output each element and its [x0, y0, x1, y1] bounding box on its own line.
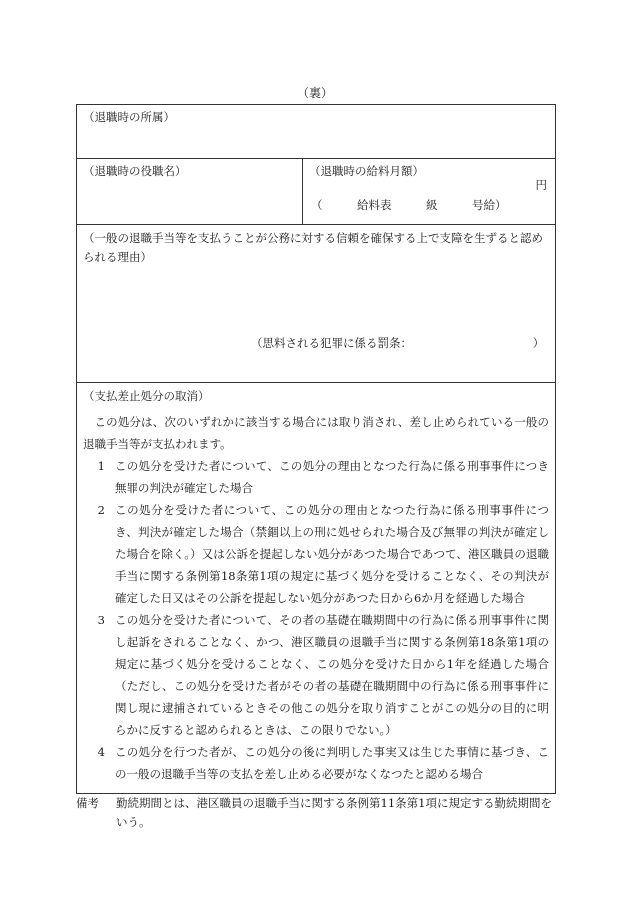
remarks-text: 勤続期間とは、港区職員の退職手当に関する条例第11条第1項に規定する勤続期間をいう。 — [116, 796, 552, 829]
position-salary-row — [77, 159, 555, 225]
reason-label: （一般の退職手当等を支払うことが公務に対する信頼を確保する上で支障を生ずると認められる理由） — [83, 231, 543, 264]
position-label: （退職時の役職名） — [83, 164, 187, 178]
item-text: この処分を受けた者について、この処分の理由となつた行為に係る刑事事件につき、判決が確定した場合（禁錮以上の刑に処せられた場合及び無罪の判決が確定した場合を除く。）又は公訴を提起しない処分があつた場合であつて、港区職員の退職手当に関する条例第18条第1項の規定に基づく処分を受けることなく、その判決が確定した日又はその公訴を提起しない処分があつた日から6か月を経過した場合 — [115, 503, 549, 605]
item-number: 4 — [97, 745, 105, 759]
salary-unit: 円 — [535, 178, 547, 192]
item-text: この処分を受けた者について、この処分の理由となつた行為に係る刑事事件につき無罪の判決が確定した場合 — [115, 459, 549, 495]
reason-row — [77, 225, 555, 383]
item-number: 1 — [97, 459, 105, 473]
remarks-label: 備考 — [76, 796, 99, 810]
cancellation-row — [77, 383, 555, 793]
cancellation-title: （支払差止処分の取消） — [83, 389, 210, 403]
penal-clause-line: （思料される犯罪に係る罰条： ） — [251, 336, 545, 350]
cancellation-item — [83, 499, 549, 609]
remarks-note — [76, 794, 560, 832]
dept-row — [77, 105, 555, 159]
dept-label: （退職時の所属） — [83, 110, 175, 124]
cancellation-item — [83, 609, 549, 741]
salary-cell — [303, 159, 555, 224]
cancellation-item — [83, 455, 549, 499]
cancellation-item — [83, 741, 549, 785]
cancellation-intro: この処分は、次のいずれかに該当する場合には取り消され、差し止められている一般の退職手当等が支払われます。 — [83, 415, 549, 451]
item-text: この処分を受けた者について、その者の基礎在職期間中の行為に係る刑事事件に関し起訴をされることなく、かつ、港区職員の退職手当に関する条例第18条第1項の規定に基づく処分を受けることなく、この処分を受けた日から1年を経過した場合（ただし、この処分を受けた者がその者の基礎在職期間中の行為に係る刑事事件に関し現に逮捕されているときその他この処分を取り消すことがこの処分の目的に明らかに反すると認められるときは、この限りでない。） — [115, 613, 549, 737]
salary-label: （退職時の給料月額） — [309, 164, 424, 178]
salary-grade-line: （ 給料表 級 号給） — [311, 198, 507, 212]
item-text: この処分を行つた者が、この処分の後に判明した事実又は生じた事情に基づき、この一般の退職手当等の支払を差し止める必要がなくなつたと認める場合 — [115, 745, 549, 781]
position-cell — [77, 159, 303, 224]
page-header-ura: （裏） — [296, 86, 333, 100]
item-number: 3 — [97, 613, 105, 627]
item-number: 2 — [97, 503, 105, 517]
retirement-allowance-form — [76, 104, 556, 794]
